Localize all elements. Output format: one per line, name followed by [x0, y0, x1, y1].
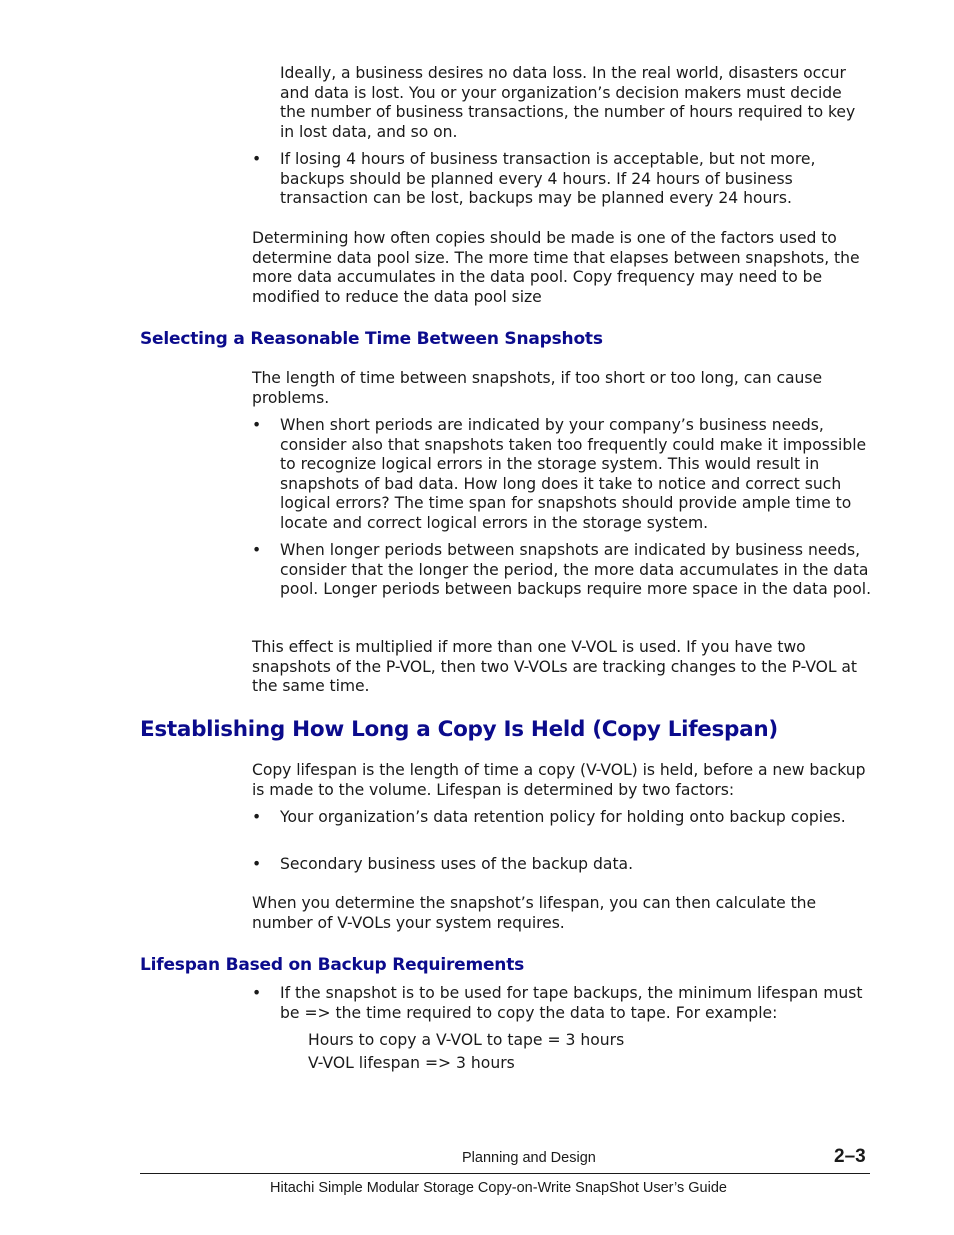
data-pool-paragraph: Determining how often copies should be made is one of the factors used to determine data pool size. The more time that elapses between snapshots, the more data accumulates in the data pool. Copy frequency may need to be modified to reduce the data pool size	[252, 229, 860, 306]
lifespan-intro-paragraph: Copy lifespan is the length of time a copy (V-VOL) is held, before a new backup is made to the volume. Lifespan is determined by two factors:	[252, 761, 866, 799]
section-heading-copy-lifespan: Establishing How Long a Copy Is Held (Copy Lifespan)	[140, 717, 778, 742]
bullet-marker: •	[252, 808, 262, 826]
bullet-marker: •	[252, 984, 262, 1002]
bullet-marker: •	[252, 416, 262, 434]
vvol-effect-paragraph: This effect is multiplied if more than one V-VOL is used. If you have two snapshots of the P-VOL, then two V-VOLs are tracking changes to the P-VOL at the same time.	[252, 638, 857, 696]
bullet-marker: •	[252, 150, 262, 168]
section-heading-backup-requirements: Lifespan Based on Backup Requirements	[140, 955, 525, 975]
list-item-text: When longer periods between snapshots are indicated by business needs, consider that the longer the period, the more data accumulates in the data pool. Longer periods between backups require more space in the data pool.	[280, 541, 872, 599]
list-item-text: When short periods are indicated by your company’s business needs, consider also that snapshots taken too frequently could make it impossible to recognize logical errors in the storage system. This would result in snapshots of bad data. How long does it take to notice and correct such logical errors? The time span for snapshots should provide ample time to locate and correct logical errors in the storage system.	[280, 416, 867, 532]
footer-divider	[140, 1173, 870, 1174]
bullet-marker: •	[252, 855, 262, 873]
section-heading-time-between-snapshots: Selecting a Reasonable Time Between Snapshots	[140, 329, 603, 349]
list-item-text: If losing 4 hours of business transaction is acceptable, but not more, backups should be planned every 4 hours. If 24 hours of business transaction can be lost, backups may be planned every 24 hours.	[280, 150, 816, 208]
intro-paragraph: Ideally, a business desires no data loss. In the real world, disasters occur and data is lost. You or your organization’s decision makers must decide the number of business transactions, the number of hours required to key in lost data, and so on.	[280, 64, 856, 141]
list-item-text: Secondary business uses of the backup data.	[280, 855, 634, 873]
list-item-text: If the snapshot is to be used for tape backups, the minimum lifespan must be => the time required to copy the data to tape. For example:	[280, 984, 863, 1022]
time-intro-paragraph: The length of time between snapshots, if too short or too long, can cause problems.	[252, 369, 822, 407]
example-line: V-VOL lifespan => 3 hours	[308, 1054, 515, 1072]
lifespan-calc-paragraph: When you determine the snapshot’s lifespan, you can then calculate the number of V-VOLs your system requires.	[252, 894, 817, 932]
footer-section-title: Planning and Design	[462, 1150, 596, 1166]
page-number: 2–3	[834, 1146, 866, 1167]
footer-guide-title: Hitachi Simple Modular Storage Copy-on-Write SnapShot User’s Guide	[270, 1180, 727, 1196]
bullet-marker: •	[252, 541, 262, 559]
list-item-text: Your organization’s data retention policy for holding onto backup copies.	[280, 808, 846, 826]
example-line: Hours to copy a V-VOL to tape = 3 hours	[308, 1031, 625, 1049]
